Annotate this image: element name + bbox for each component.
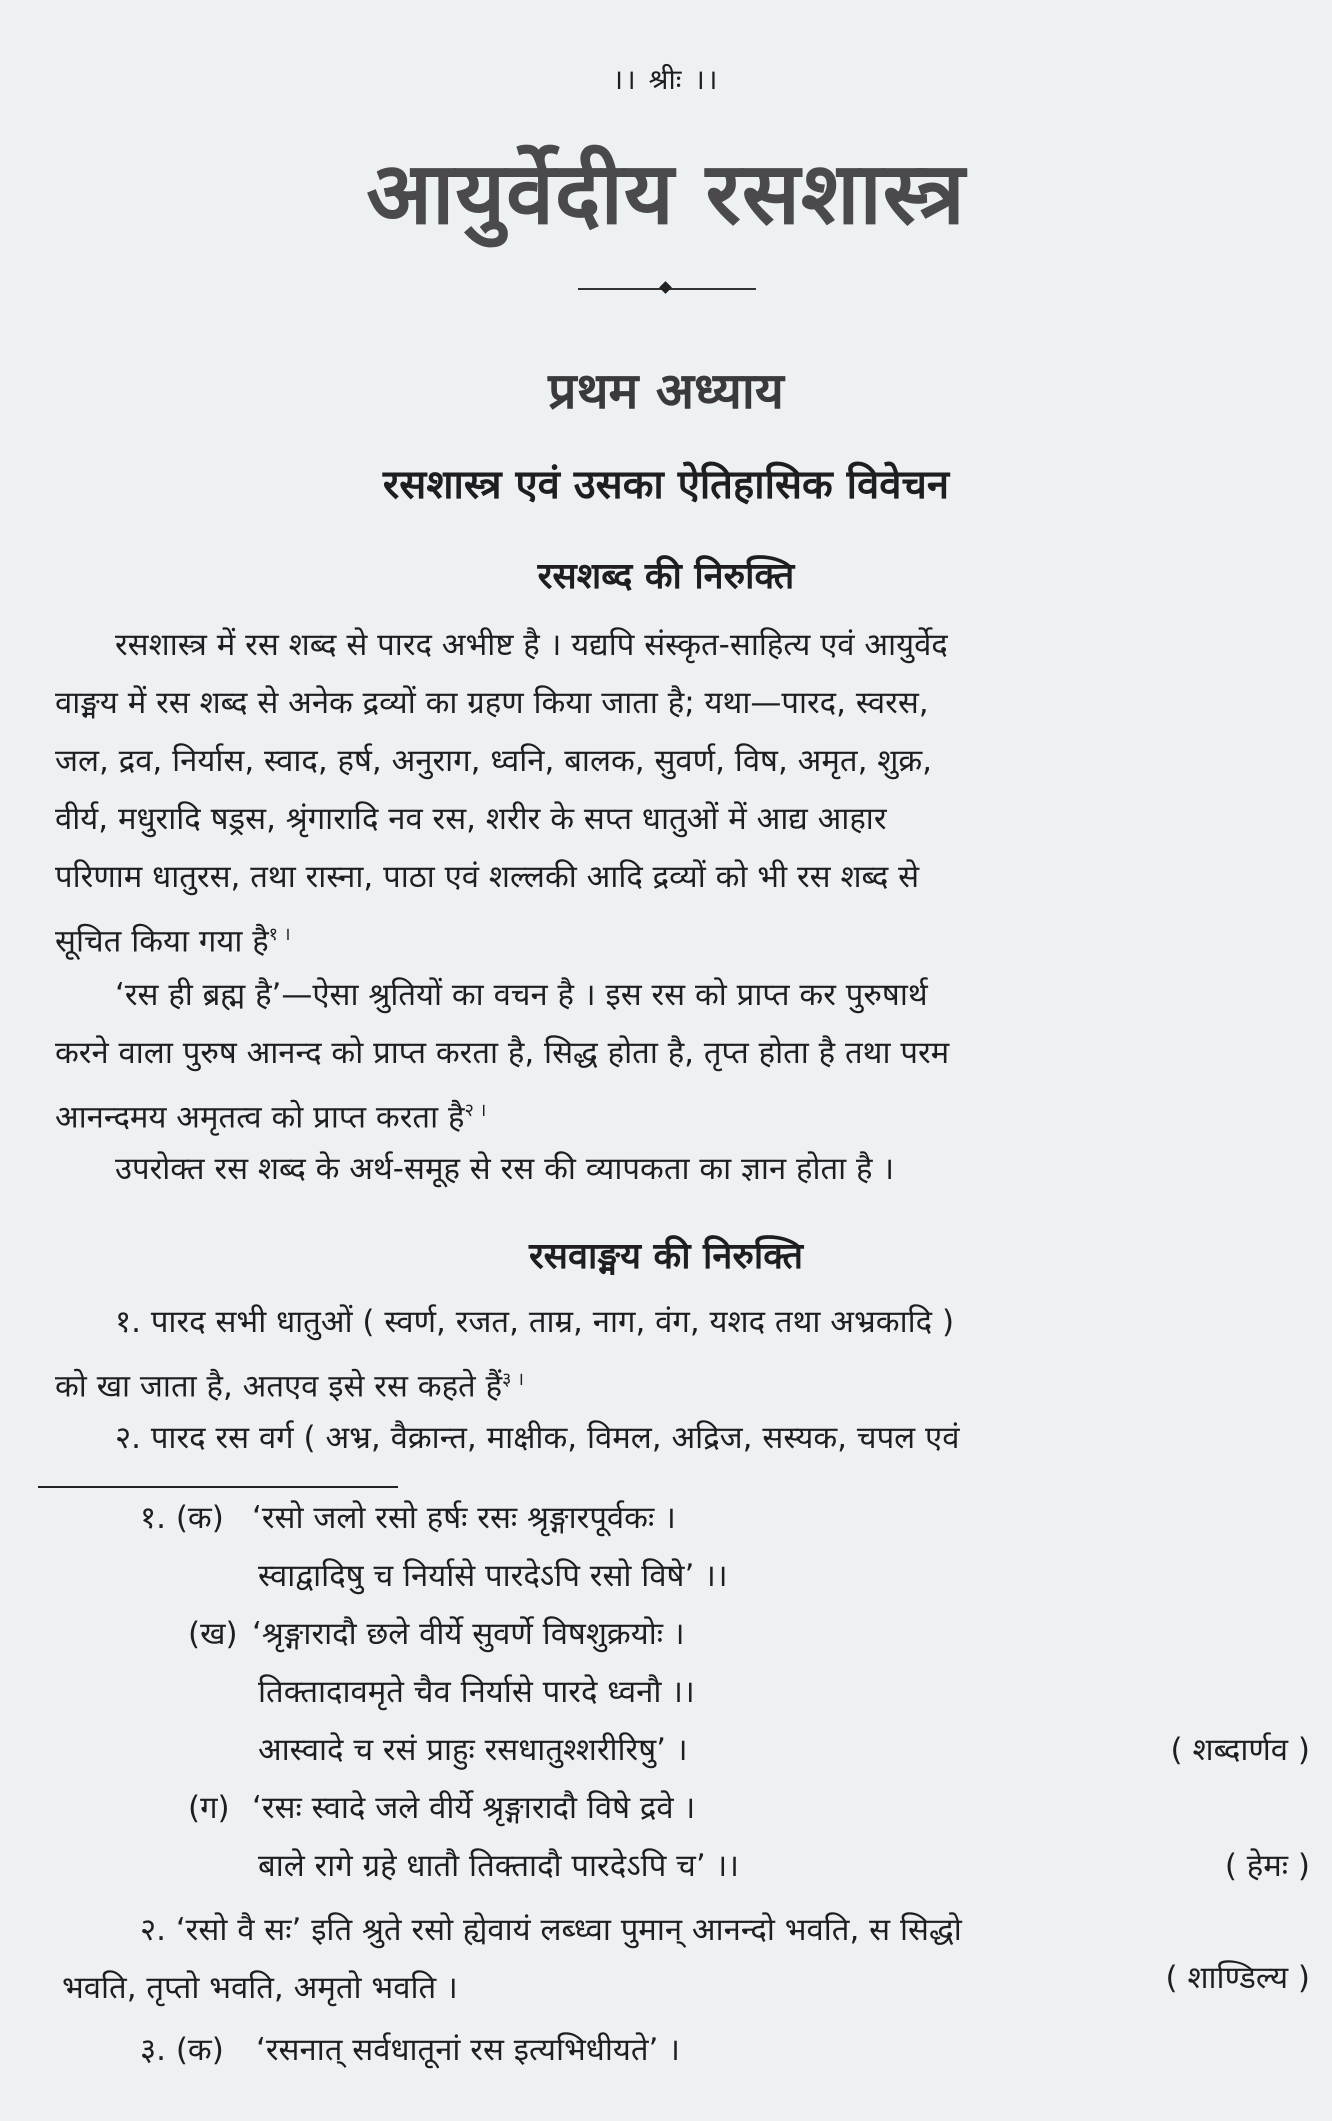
book-title: आयुर्वेदीय रसशास्त्र <box>366 143 966 244</box>
footnote1a-line: ‘रसो जलो रसो हर्षः रसः श्रृङ्गारपूर्वकः । <box>252 1500 676 1536</box>
footnote1b-line: तिक्तादावमृते चैव निर्यासे पारदे ध्वनौ ।। <box>258 1674 695 1710</box>
footnote3-label: ३. (क) <box>140 2032 224 2068</box>
title-ornament <box>578 286 756 292</box>
para2-line: करने वाला पुरुष आनन्द को प्राप्त करता है, सिद्ध होता है, तृप्त होता है तथा परम <box>55 1035 950 1071</box>
para1-text: सूचित किया गया है <box>55 923 269 960</box>
footnote-divider <box>38 1486 398 1488</box>
footnote2-source: ( शाण्डिल्य ) <box>1165 1960 1310 1996</box>
para1-line: रसशास्त्र में रस शब्द से पारद अभीष्ट है । यद्यपि संस्कृत-साहित्य एवं आयुर्वेद <box>115 627 948 663</box>
footnote2-line: २. ‘रसो वै सः’ इति श्रुते रसो ह्येवायं लब्ध्वा पुमान् आनन्दो भवति, स सिद्धो <box>140 1912 962 1948</box>
para1-line-last <box>55 915 1295 961</box>
invocation: ।। श्रीः ।। <box>612 63 720 96</box>
item1-line: १. पारद सभी धातुओं ( स्वर्ण, रजत, ताम्र, नाग, वंग, यशद तथा अभ्रकादि ) <box>115 1304 955 1340</box>
para2-text: आनन्दमय अमृतत्व को प्राप्त करता है <box>55 1099 465 1136</box>
para2-line-last <box>55 1091 1295 1137</box>
para1-line: जल, द्रव, निर्यास, स्वाद, हर्ष, अनुराग, ध्वनि, बालक, सुवर्ण, विष, अमृत, शुक्र, <box>55 743 933 779</box>
para2-line: ‘रस ही ब्रह्म है’—ऐसा श्रुतियों का वचन है । इस रस को प्राप्त कर पुरुषार्थ <box>115 977 928 1013</box>
item2-line: २. पारद रस वर्ग ( अभ्र, वैक्रान्त, माक्षीक, विमल, अद्रिज, सस्यक, चपल एवं <box>115 1420 960 1456</box>
footnote3-line: ‘रसनात् सर्वधातूनां रस इत्यभिधीयते’ । <box>256 2032 680 2068</box>
footnote1b-label: (ख) <box>188 1616 238 1652</box>
footnote1c-label: (ग) <box>188 1790 230 1826</box>
item1-text: को खा जाता है, अतएव इसे रस कहते हैं <box>55 1368 503 1405</box>
para1-line: वाङ्मय में रस शब्द से अनेक द्रव्यों का ग्रहण किया जाता है; यथा—पारद, स्वरस, <box>55 685 929 721</box>
item1-line-last <box>55 1360 1295 1406</box>
footnote-ref-1: १ । <box>268 924 291 945</box>
footnote1-label: १. (क) <box>140 1500 224 1536</box>
footnote-ref-2: २ । <box>464 1100 487 1121</box>
footnote1c-line: ‘रसः स्वादे जले वीर्ये श्रृङ्गारादौ विषे द्रवे । <box>252 1790 696 1826</box>
footnote1b-source: ( शब्दार्णव ) <box>1170 1732 1310 1768</box>
footnote1a-line: स्वाद्वादिषु च निर्यासे पारदेऽपि रसो विषे’ ।। <box>258 1558 728 1594</box>
para3-line: उपरोक्त रस शब्द के अर्थ-समूह से रस की व्यापकता का ज्ञान होता है । <box>115 1151 895 1187</box>
footnote1b-line: ‘श्रृङ्गारादौ छले वीर्ये सुवर्णे विषशुक्रयोः । <box>252 1616 685 1652</box>
footnote-ref-3: ३ । <box>502 1369 524 1390</box>
sub-heading-ras-shabd: रसशब्द की निरुक्ति <box>537 556 795 597</box>
para1-line: वीर्य, मधुरादि षड्रस, श्रृंगारादि नव रस, शरीर के सप्त धातुओं में आद्य आहार <box>55 801 887 837</box>
footnote1c-source: ( हेमः ) <box>1224 1848 1310 1884</box>
footnote1b-line: आस्वादे च रसं प्राहुः रसधातुश्शरीरिषु’ । <box>258 1732 688 1768</box>
sub-heading-ras-vangmay: रसवाङ्मय की निरुक्ति <box>528 1236 804 1277</box>
footnote2-line: भवति, तृप्तो भवति, अमृतो भवति । <box>62 1970 458 2006</box>
chapter-heading: प्रथम अध्याय <box>548 362 784 420</box>
section-title: रसशास्त्र एवं उसका ऐतिहासिक विवेचन <box>382 462 950 508</box>
footnote1c-line: बाले रागे ग्रहे धातौ तिक्तादौ पारदेऽपि च’ ।। <box>258 1848 740 1884</box>
para1-line: परिणाम धातुरस, तथा रास्ना, पाठा एवं शल्लकी आदि द्रव्यों को भी रस शब्द से <box>55 859 920 895</box>
